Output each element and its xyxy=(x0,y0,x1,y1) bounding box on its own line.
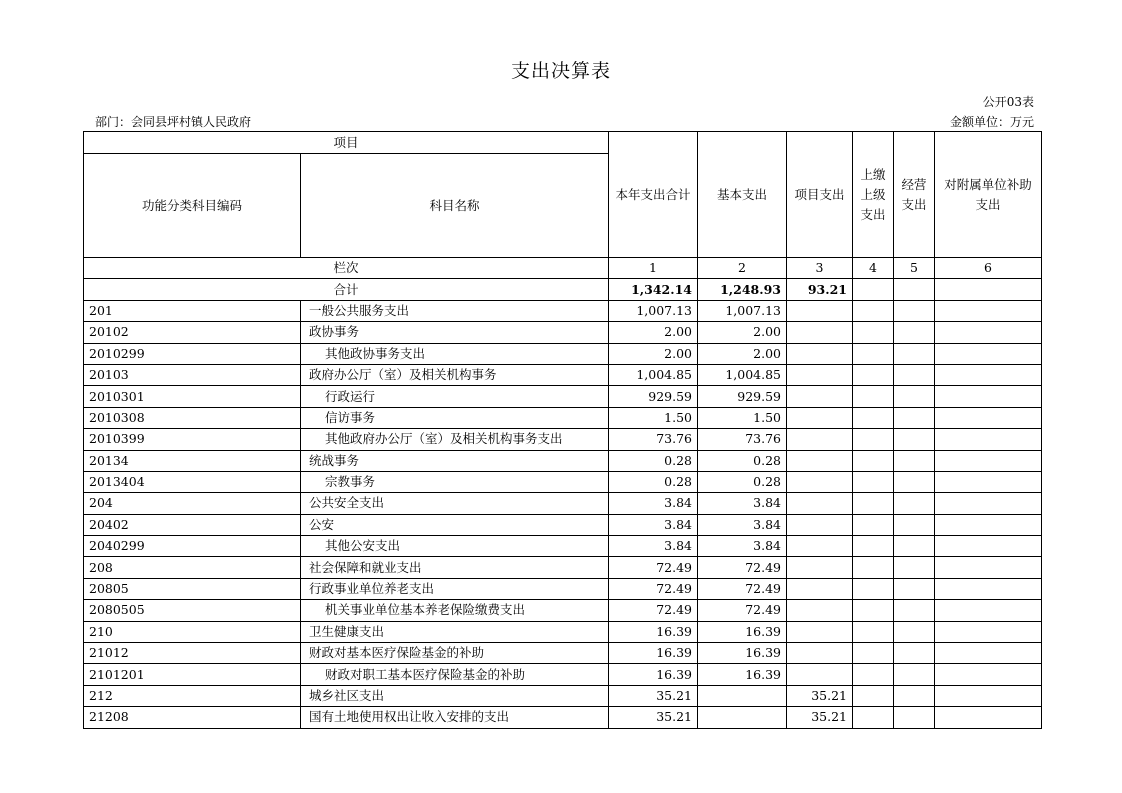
cell-upper xyxy=(853,557,894,578)
total-c3: 93.21 xyxy=(787,279,853,300)
cell-total: 16.39 xyxy=(609,664,698,685)
col-number: 4 xyxy=(853,258,894,279)
table-row xyxy=(84,364,1042,385)
cell-subsidy xyxy=(935,685,1042,706)
cell-upper xyxy=(853,664,894,685)
cell-basic: 3.84 xyxy=(698,536,787,557)
table-row xyxy=(84,386,1042,407)
cell-basic: 2.00 xyxy=(698,343,787,364)
cell-business xyxy=(894,643,935,664)
table-header xyxy=(84,132,1042,301)
cell-subsidy xyxy=(935,514,1042,535)
cell-project xyxy=(787,578,853,599)
header-col-upper: 上缴上级支出 xyxy=(853,132,894,258)
cell-total: 3.84 xyxy=(609,536,698,557)
cell-project xyxy=(787,364,853,385)
cell-subsidy xyxy=(935,578,1042,599)
cell-upper xyxy=(853,429,894,450)
cell-basic xyxy=(698,685,787,706)
cell-name: 行政事业单位养老支出 xyxy=(301,578,609,599)
cell-business xyxy=(894,707,935,728)
cell-basic: 2.00 xyxy=(698,322,787,343)
cell-name: 政协事务 xyxy=(301,322,609,343)
cell-project xyxy=(787,343,853,364)
cell-upper xyxy=(853,471,894,492)
cell-basic: 3.84 xyxy=(698,514,787,535)
table-row xyxy=(84,450,1042,471)
cell-name: 公安 xyxy=(301,514,609,535)
cell-code: 204 xyxy=(84,493,301,514)
header-code: 功能分类科目编码 xyxy=(84,154,301,258)
header-col-basic: 基本支出 xyxy=(698,132,787,258)
header-col-total: 本年支出合计 xyxy=(609,132,698,258)
cell-subsidy xyxy=(935,643,1042,664)
col-number: 1 xyxy=(609,258,698,279)
total-c4 xyxy=(853,279,894,300)
table-row xyxy=(84,600,1042,621)
cell-project xyxy=(787,664,853,685)
cell-project xyxy=(787,621,853,642)
cell-subsidy xyxy=(935,621,1042,642)
table-row xyxy=(84,578,1042,599)
cell-subsidy xyxy=(935,300,1042,321)
cell-name: 财政对职工基本医疗保险基金的补助 xyxy=(301,664,609,685)
cell-upper xyxy=(853,514,894,535)
cell-code: 2010308 xyxy=(84,407,301,428)
cell-code: 20103 xyxy=(84,364,301,385)
cell-basic: 73.76 xyxy=(698,429,787,450)
cell-total: 73.76 xyxy=(609,429,698,450)
cell-total: 2.00 xyxy=(609,343,698,364)
table-body xyxy=(84,300,1042,728)
cell-subsidy xyxy=(935,386,1042,407)
cell-name: 财政对基本医疗保险基金的补助 xyxy=(301,643,609,664)
col-number: 2 xyxy=(698,258,787,279)
cell-business xyxy=(894,322,935,343)
cell-total: 0.28 xyxy=(609,450,698,471)
cell-business xyxy=(894,471,935,492)
cell-name: 其他政府办公厅（室）及相关机构事务支出 xyxy=(301,429,609,450)
cell-upper xyxy=(853,685,894,706)
cell-name: 社会保障和就业支出 xyxy=(301,557,609,578)
cell-subsidy xyxy=(935,364,1042,385)
total-c6 xyxy=(935,279,1042,300)
cell-basic: 16.39 xyxy=(698,664,787,685)
cell-total: 0.28 xyxy=(609,471,698,492)
header-col-business: 经营支出 xyxy=(894,132,935,258)
header-name: 科目名称 xyxy=(301,154,609,258)
header-lanci: 栏次 xyxy=(84,258,609,279)
cell-project xyxy=(787,429,853,450)
cell-business xyxy=(894,450,935,471)
cell-code: 208 xyxy=(84,557,301,578)
cell-code: 201 xyxy=(84,300,301,321)
cell-upper xyxy=(853,493,894,514)
table-row xyxy=(84,322,1042,343)
table-row xyxy=(84,407,1042,428)
cell-code: 21012 xyxy=(84,643,301,664)
cell-name: 其他政协事务支出 xyxy=(301,343,609,364)
cell-upper xyxy=(853,707,894,728)
cell-basic: 0.28 xyxy=(698,450,787,471)
table-row xyxy=(84,471,1042,492)
cell-name: 机关事业单位基本养老保险缴费支出 xyxy=(301,600,609,621)
cell-name: 信访事务 xyxy=(301,407,609,428)
total-row xyxy=(84,279,1042,300)
table-row xyxy=(84,557,1042,578)
total-label: 合计 xyxy=(84,279,609,300)
cell-name: 国有土地使用权出让收入安排的支出 xyxy=(301,707,609,728)
header-col-project: 项目支出 xyxy=(787,132,853,258)
cell-subsidy xyxy=(935,450,1042,471)
cell-total: 3.84 xyxy=(609,514,698,535)
department-label: 部门：会同县坪村镇人民政府 xyxy=(95,115,252,129)
cell-basic: 1,007.13 xyxy=(698,300,787,321)
cell-code: 212 xyxy=(84,685,301,706)
cell-business xyxy=(894,300,935,321)
cell-name: 宗教事务 xyxy=(301,471,609,492)
col-number: 5 xyxy=(894,258,935,279)
cell-total: 1.50 xyxy=(609,407,698,428)
cell-subsidy xyxy=(935,429,1042,450)
cell-code: 2013404 xyxy=(84,471,301,492)
cell-project xyxy=(787,493,853,514)
cell-upper xyxy=(853,407,894,428)
cell-name: 公共安全支出 xyxy=(301,493,609,514)
expenditure-table xyxy=(83,131,1042,729)
cell-project xyxy=(787,600,853,621)
cell-project xyxy=(787,322,853,343)
cell-upper xyxy=(853,621,894,642)
cell-project: 35.21 xyxy=(787,707,853,728)
cell-business xyxy=(894,514,935,535)
cell-project xyxy=(787,514,853,535)
cell-project xyxy=(787,300,853,321)
cell-basic: 3.84 xyxy=(698,493,787,514)
table-row xyxy=(84,664,1042,685)
cell-name: 行政运行 xyxy=(301,386,609,407)
cell-code: 21208 xyxy=(84,707,301,728)
cell-subsidy xyxy=(935,407,1042,428)
cell-code: 2101201 xyxy=(84,664,301,685)
cell-business xyxy=(894,343,935,364)
cell-total: 16.39 xyxy=(609,621,698,642)
cell-business xyxy=(894,600,935,621)
table-row xyxy=(84,685,1042,706)
cell-subsidy xyxy=(935,664,1042,685)
cell-code: 2010301 xyxy=(84,386,301,407)
cell-upper xyxy=(853,600,894,621)
cell-business xyxy=(894,621,935,642)
cell-upper xyxy=(853,386,894,407)
cell-name: 政府办公厅（室）及相关机构事务 xyxy=(301,364,609,385)
cell-upper xyxy=(853,578,894,599)
table-row xyxy=(84,621,1042,642)
cell-code: 20134 xyxy=(84,450,301,471)
header-col-subsidy: 对附属单位补助支出 xyxy=(935,132,1042,258)
cell-basic xyxy=(698,707,787,728)
table-row xyxy=(84,514,1042,535)
cell-basic: 16.39 xyxy=(698,643,787,664)
cell-business xyxy=(894,429,935,450)
table-row xyxy=(84,643,1042,664)
form-number: 公开03表 xyxy=(982,95,1034,109)
cell-total: 929.59 xyxy=(609,386,698,407)
page-title: 支出决算表 xyxy=(510,60,611,82)
cell-subsidy xyxy=(935,557,1042,578)
cell-business xyxy=(894,493,935,514)
cell-project xyxy=(787,386,853,407)
cell-code: 210 xyxy=(84,621,301,642)
cell-subsidy xyxy=(935,536,1042,557)
cell-basic: 72.49 xyxy=(698,557,787,578)
col-number: 3 xyxy=(787,258,853,279)
cell-project xyxy=(787,643,853,664)
cell-subsidy xyxy=(935,600,1042,621)
cell-subsidy xyxy=(935,471,1042,492)
cell-total: 3.84 xyxy=(609,493,698,514)
cell-name: 统战事务 xyxy=(301,450,609,471)
cell-business xyxy=(894,664,935,685)
col-number: 6 xyxy=(935,258,1042,279)
table-row xyxy=(84,300,1042,321)
cell-upper xyxy=(853,364,894,385)
table-row xyxy=(84,707,1042,728)
cell-business xyxy=(894,386,935,407)
cell-upper xyxy=(853,536,894,557)
cell-name: 一般公共服务支出 xyxy=(301,300,609,321)
cell-code: 20805 xyxy=(84,578,301,599)
cell-project xyxy=(787,471,853,492)
table-row xyxy=(84,343,1042,364)
cell-basic: 1.50 xyxy=(698,407,787,428)
cell-basic: 16.39 xyxy=(698,621,787,642)
cell-name: 城乡社区支出 xyxy=(301,685,609,706)
cell-name: 卫生健康支出 xyxy=(301,621,609,642)
total-c5 xyxy=(894,279,935,300)
cell-project xyxy=(787,450,853,471)
cell-total: 2.00 xyxy=(609,322,698,343)
cell-business xyxy=(894,536,935,557)
unit-label: 金额单位：万元 xyxy=(949,115,1034,129)
cell-code: 20402 xyxy=(84,514,301,535)
cell-basic: 1,004.85 xyxy=(698,364,787,385)
cell-project: 35.21 xyxy=(787,685,853,706)
cell-subsidy xyxy=(935,343,1042,364)
cell-code: 20102 xyxy=(84,322,301,343)
total-c2: 1,248.93 xyxy=(698,279,787,300)
cell-upper xyxy=(853,322,894,343)
cell-code: 2010399 xyxy=(84,429,301,450)
table-row xyxy=(84,429,1042,450)
cell-upper xyxy=(853,450,894,471)
total-c1: 1,342.14 xyxy=(609,279,698,300)
cell-code: 2080505 xyxy=(84,600,301,621)
cell-code: 2040299 xyxy=(84,536,301,557)
table-row xyxy=(84,536,1042,557)
cell-total: 72.49 xyxy=(609,578,698,599)
cell-total: 72.49 xyxy=(609,557,698,578)
header-project: 项目 xyxy=(84,132,609,154)
table-row xyxy=(84,493,1042,514)
cell-code: 2010299 xyxy=(84,343,301,364)
cell-subsidy xyxy=(935,493,1042,514)
cell-upper xyxy=(853,343,894,364)
cell-total: 1,004.85 xyxy=(609,364,698,385)
cell-project xyxy=(787,557,853,578)
cell-subsidy xyxy=(935,707,1042,728)
cell-project xyxy=(787,536,853,557)
cell-total: 35.21 xyxy=(609,685,698,706)
cell-total: 1,007.13 xyxy=(609,300,698,321)
cell-basic: 929.59 xyxy=(698,386,787,407)
cell-total: 35.21 xyxy=(609,707,698,728)
cell-basic: 72.49 xyxy=(698,600,787,621)
cell-name: 其他公安支出 xyxy=(301,536,609,557)
cell-basic: 72.49 xyxy=(698,578,787,599)
cell-upper xyxy=(853,643,894,664)
cell-business xyxy=(894,685,935,706)
cell-business xyxy=(894,364,935,385)
cell-business xyxy=(894,557,935,578)
cell-total: 16.39 xyxy=(609,643,698,664)
cell-total: 72.49 xyxy=(609,600,698,621)
cell-upper xyxy=(853,300,894,321)
cell-project xyxy=(787,407,853,428)
cell-basic: 0.28 xyxy=(698,471,787,492)
cell-subsidy xyxy=(935,322,1042,343)
cell-business xyxy=(894,407,935,428)
cell-business xyxy=(894,578,935,599)
